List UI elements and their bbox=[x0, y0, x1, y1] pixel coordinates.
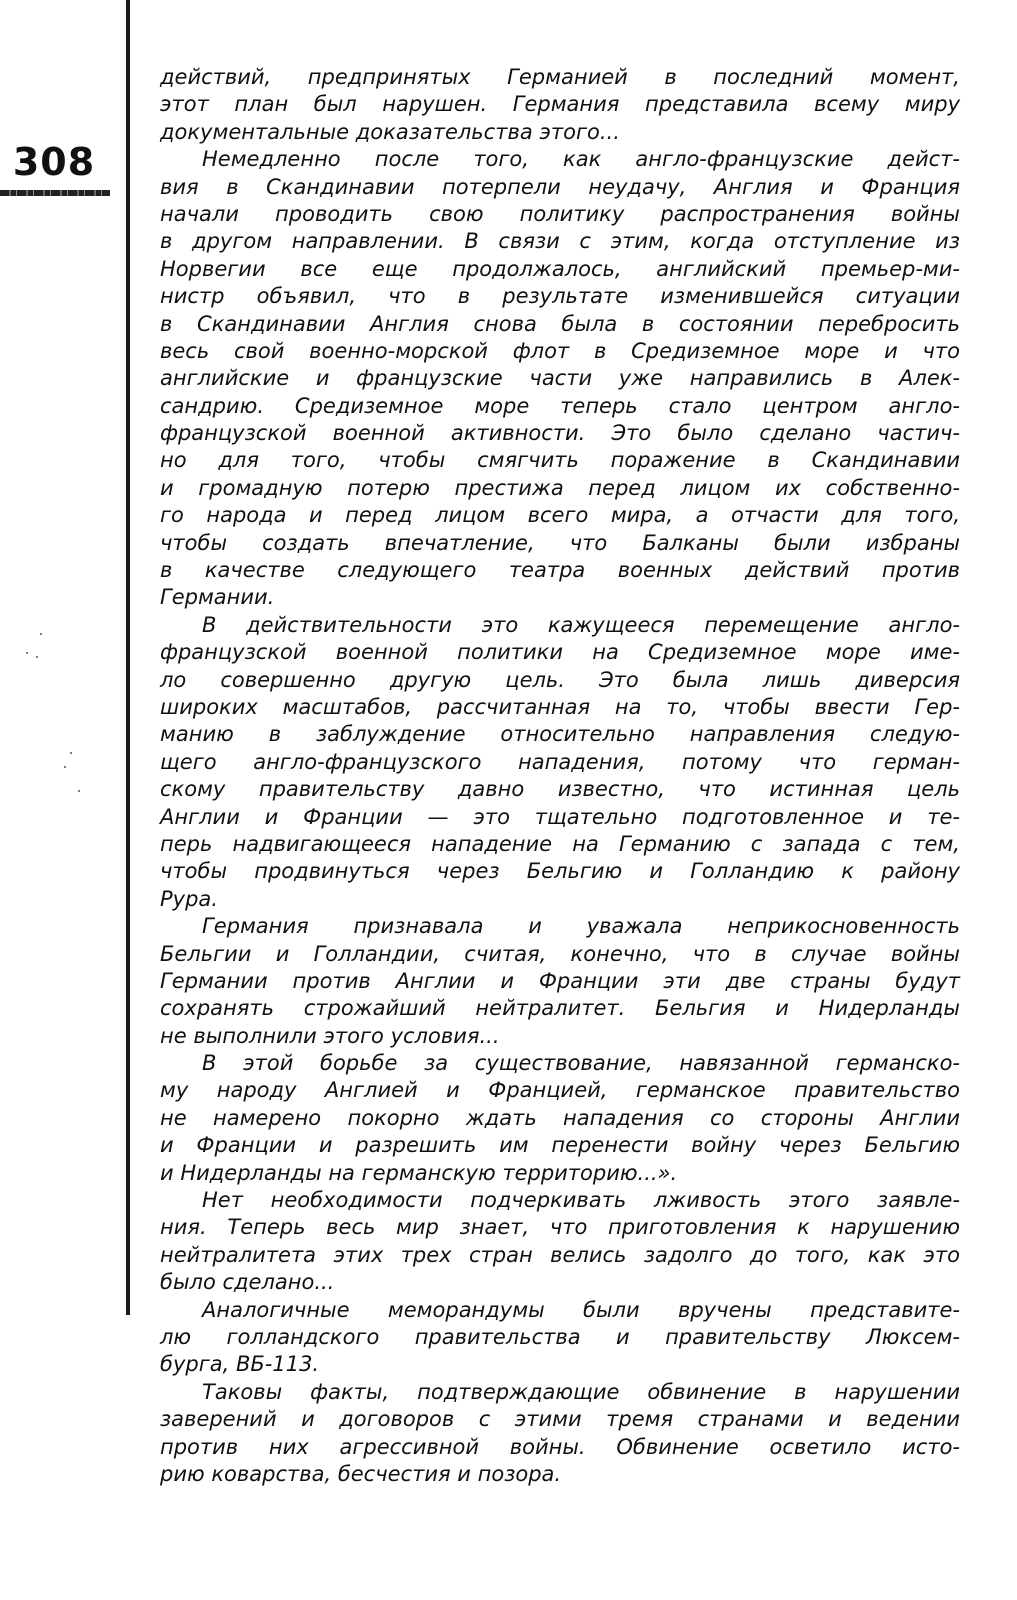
text-line: щего англо-французского нападения, потому что герман- bbox=[160, 749, 960, 774]
text-line: и Нидерланды на германскую территорию...». bbox=[160, 1160, 678, 1185]
text-line: В действительности это кажущееся перемещение англо- bbox=[202, 612, 960, 637]
text-line: Рура. bbox=[160, 886, 218, 911]
print-speck bbox=[26, 652, 28, 654]
text-line: вия в Скандинавии потерпели неудачу, Англия и Франция bbox=[160, 174, 960, 199]
text-line: английские и французские части уже направились в Алек- bbox=[160, 366, 960, 391]
text-line: действий, предпринятых Германией в последний момент, bbox=[160, 65, 960, 89]
text-line: но для того, чтобы смягчить поражение в Скандинавии bbox=[160, 448, 960, 473]
text-line: Германия признавала и уважала неприкосновенность bbox=[202, 914, 960, 939]
text-line: нистр объявил, что в результате изменившейся ситуации bbox=[160, 284, 960, 309]
text-line: Аналогичные меморандумы были вручены представите- bbox=[202, 1297, 960, 1322]
text-line: Норвегии все еще продолжалось, английский премьер-ми- bbox=[160, 256, 960, 281]
text-line: не выполнили этого условия... bbox=[160, 1023, 500, 1048]
text-line: весь свой военно-морской флот в Средиземное море и что bbox=[160, 338, 960, 363]
print-speck bbox=[78, 790, 80, 792]
text-line: заверений и договоров с этими тремя странами и ведении bbox=[160, 1407, 960, 1432]
text-line: и громадную потерю престижа перед лицом их собственно- bbox=[160, 475, 960, 500]
text-line: рию коварства, бесчестия и позора. bbox=[160, 1461, 562, 1486]
text-line: чтобы продвинуться через Бельгию и Голландию к району bbox=[160, 859, 960, 884]
text-line: скому правительству давно известно, что истинная цель bbox=[160, 777, 960, 802]
text-line: В этой борьбе за существование, навязанной германско- bbox=[202, 1051, 960, 1076]
text-line: нейтралитета этих трех стран велись задолго до того, как это bbox=[160, 1242, 960, 1267]
text-line: в другом направлении. В связи с этим, когда отступление из bbox=[160, 229, 960, 254]
text-line: не намерено покорно ждать нападения со стороны Англии bbox=[160, 1105, 960, 1130]
text-line: Германии против Англии и Франции эти две страны будут bbox=[160, 968, 960, 993]
text-line: ния. Теперь весь мир знает, что приготовления к нарушению bbox=[160, 1215, 960, 1240]
text-line: сандрию. Средиземное море теперь стало центром англо- bbox=[160, 393, 960, 418]
text-line: сохранять строжайший нейтралитет. Бельгия и Нидерланды bbox=[160, 996, 960, 1021]
print-speck bbox=[64, 766, 66, 768]
text-line: документальные доказательства этого... bbox=[160, 119, 620, 144]
text-line: начали проводить свою политику распространения войны bbox=[160, 201, 960, 226]
text-line: лю голландского правительства и правительству Люксем- bbox=[160, 1324, 960, 1349]
margin-rule bbox=[126, 0, 130, 1315]
text-line: было сделано... bbox=[160, 1270, 335, 1295]
print-speck bbox=[36, 656, 38, 658]
text-line: Германии. bbox=[160, 585, 275, 610]
text-line: бурга, ВБ-113. bbox=[160, 1352, 320, 1377]
text-line: чтобы создать впечатление, что Балканы были избраны bbox=[160, 530, 960, 555]
text-line: и Франции и разрешить им перенести войну через Бельгию bbox=[160, 1133, 960, 1158]
print-speck bbox=[40, 633, 42, 635]
page-number-underline bbox=[0, 190, 110, 196]
body-text bbox=[160, 64, 960, 1488]
text-line: Таковы факты, подтверждающие обвинение в нарушении bbox=[202, 1379, 960, 1404]
text-line: в Скандинавии Англия снова была в состоянии перебросить bbox=[160, 311, 960, 336]
text-line: Англии и Франции — это тщательно подготовленное и те- bbox=[160, 804, 960, 829]
text-line: Бельгии и Голландии, считая, конечно, что в случае войны bbox=[160, 941, 960, 966]
text-line: перь надвигающееся нападение на Германию с запада с тем, bbox=[160, 831, 960, 856]
text-line: Нет необходимости подчеркивать лживость этого заявле- bbox=[202, 1188, 960, 1213]
text-line: этот план был нарушен. Германия представила всему миру bbox=[160, 92, 960, 117]
text-line: манию в заблуждение относительно направления следую- bbox=[160, 722, 960, 747]
text-line: в качестве следующего театра военных действий против bbox=[160, 558, 960, 583]
text-line: му народу Англией и Францией, германское правительство bbox=[160, 1078, 960, 1103]
text-line: Немедленно после того, как англо-французские дейст- bbox=[202, 147, 960, 172]
text-line: французской военной активности. Это было сделано частич- bbox=[160, 421, 960, 446]
text-line: против них агрессивной войны. Обвинение осветило исто- bbox=[160, 1434, 960, 1459]
print-speck bbox=[70, 752, 72, 754]
text-line: широких масштабов, рассчитанная на то, чтобы ввести Гер- bbox=[160, 694, 960, 719]
text-line: французской военной политики на Средиземное море име- bbox=[160, 640, 960, 665]
text-line: ло совершенно другую цель. Это была лишь диверсия bbox=[160, 667, 960, 692]
text-line: го народа и перед лицом всего мира, а отчасти для того, bbox=[160, 503, 960, 528]
page-number: 308 bbox=[12, 140, 96, 184]
